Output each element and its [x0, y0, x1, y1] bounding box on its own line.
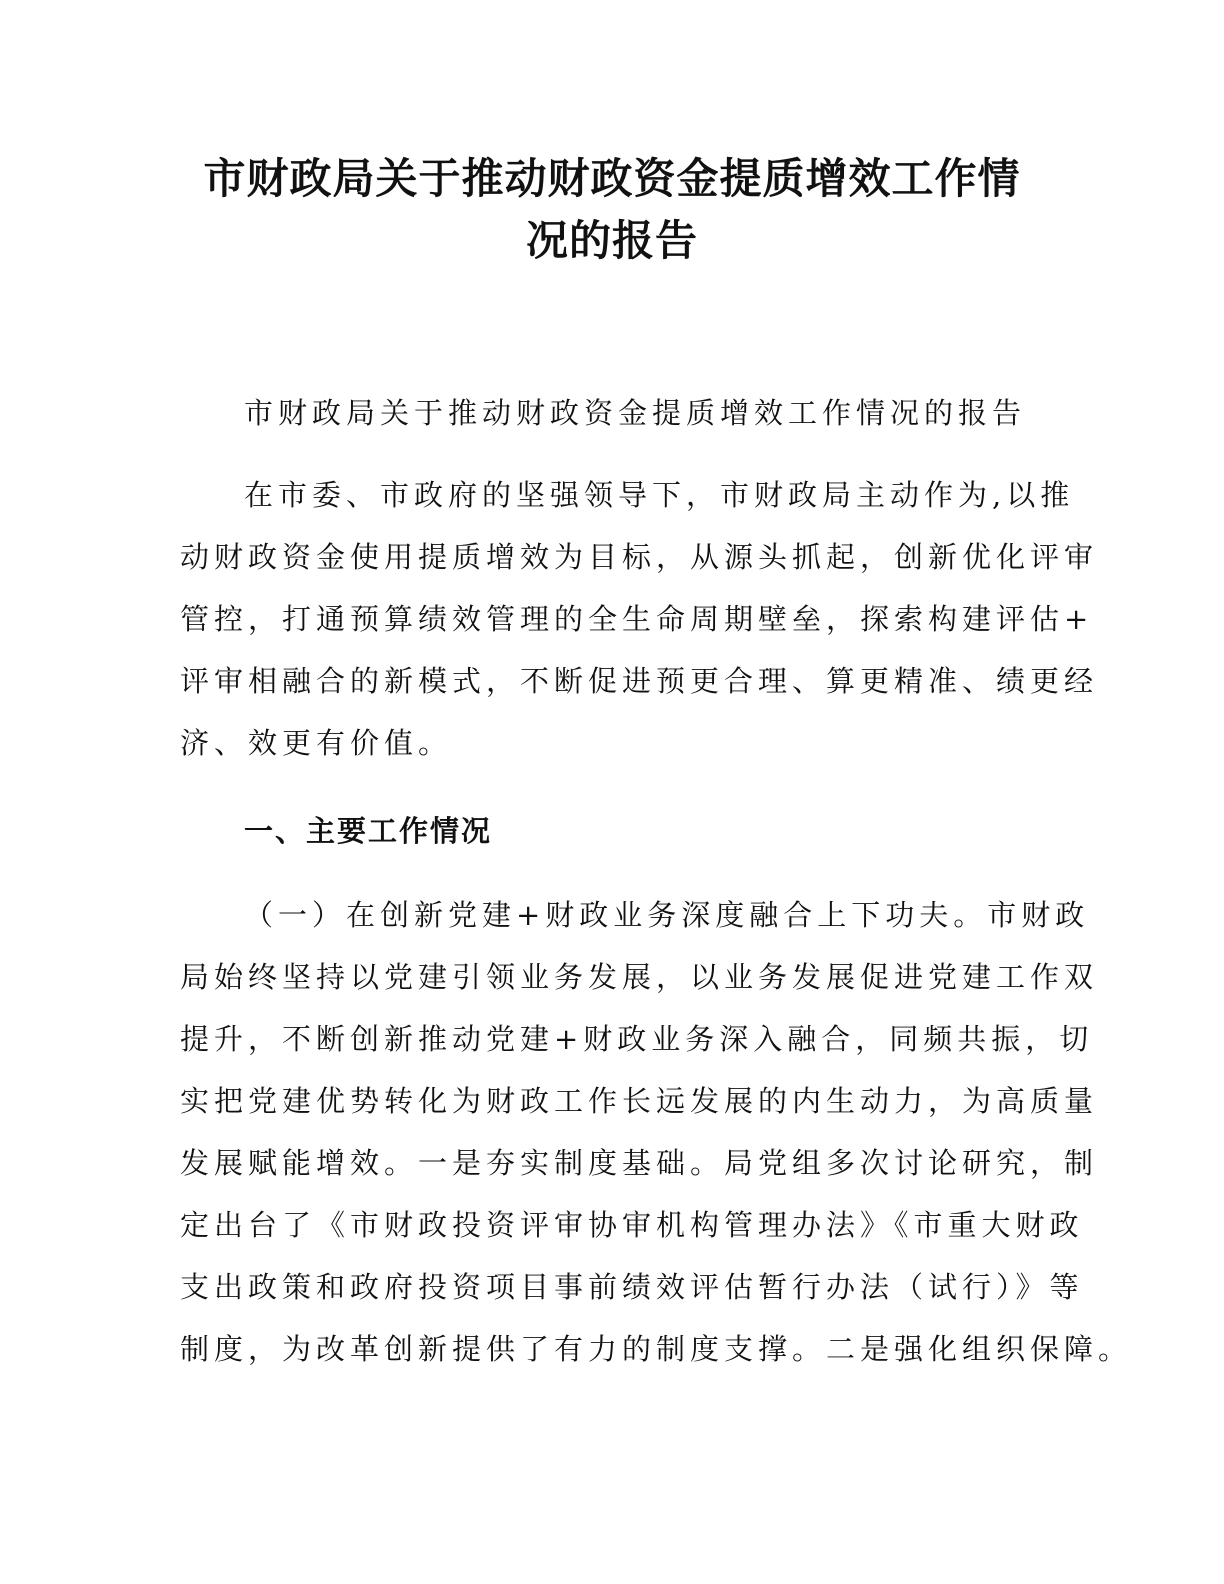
document-title-line-1: 市财政局关于推动财政资金提质增效工作情	[203, 154, 1021, 203]
section-line: 实把党建优势转化为财政工作长远发展的内生动力，为高质量	[180, 1084, 1099, 1118]
intro-line: 评审相融合的新模式，不断促进预更合理、算更精准、绩更经	[180, 664, 1099, 698]
intro-line: 在市委、市政府的坚强领导下，市财政局主动作为,以推	[244, 478, 1075, 512]
section-line: 定出台了《市财政投资评审协审机构管理办法》《市重大财政	[180, 1208, 1084, 1242]
section-line: 局始终坚持以党建引领业务发展，以业务发展促进党建工作双	[180, 960, 1099, 994]
intro-line: 动财政资金使用提质增效为目标，从源头抓起，创新优化评审	[180, 540, 1099, 574]
intro-line: 济、效更有价值。	[180, 726, 453, 760]
section-line: 支出政策和政府投资项目事前绩效评估暂行办法（试行）》等	[180, 1270, 1084, 1304]
section-line: 发展赋能增效。一是夯实制度基础。局党组多次讨论研究，制	[180, 1146, 1099, 1180]
section-line: （一）在创新党建+财政业务深度融合上下功夫。市财政	[244, 898, 1090, 932]
section-line: 制度，为改革创新提供了有力的制度支撑。二是强化组织保障。	[180, 1332, 1133, 1366]
document-subtitle: 市财政局关于推动财政资金提质增效工作情况的报告	[244, 396, 1027, 430]
intro-paragraph	[180, 464, 1099, 774]
intro-line: 管控，打通预算绩效管理的全生命周期壁垒，探索构建评估+	[180, 602, 1094, 636]
section-heading: 一、主要工作情况	[244, 814, 493, 848]
section-line: 提升，不断创新推动党建+财政业务深入融合，同频共振，切	[180, 1022, 1094, 1056]
section-paragraph	[180, 884, 1133, 1380]
document-title-line-2: 况的报告	[525, 216, 698, 265]
